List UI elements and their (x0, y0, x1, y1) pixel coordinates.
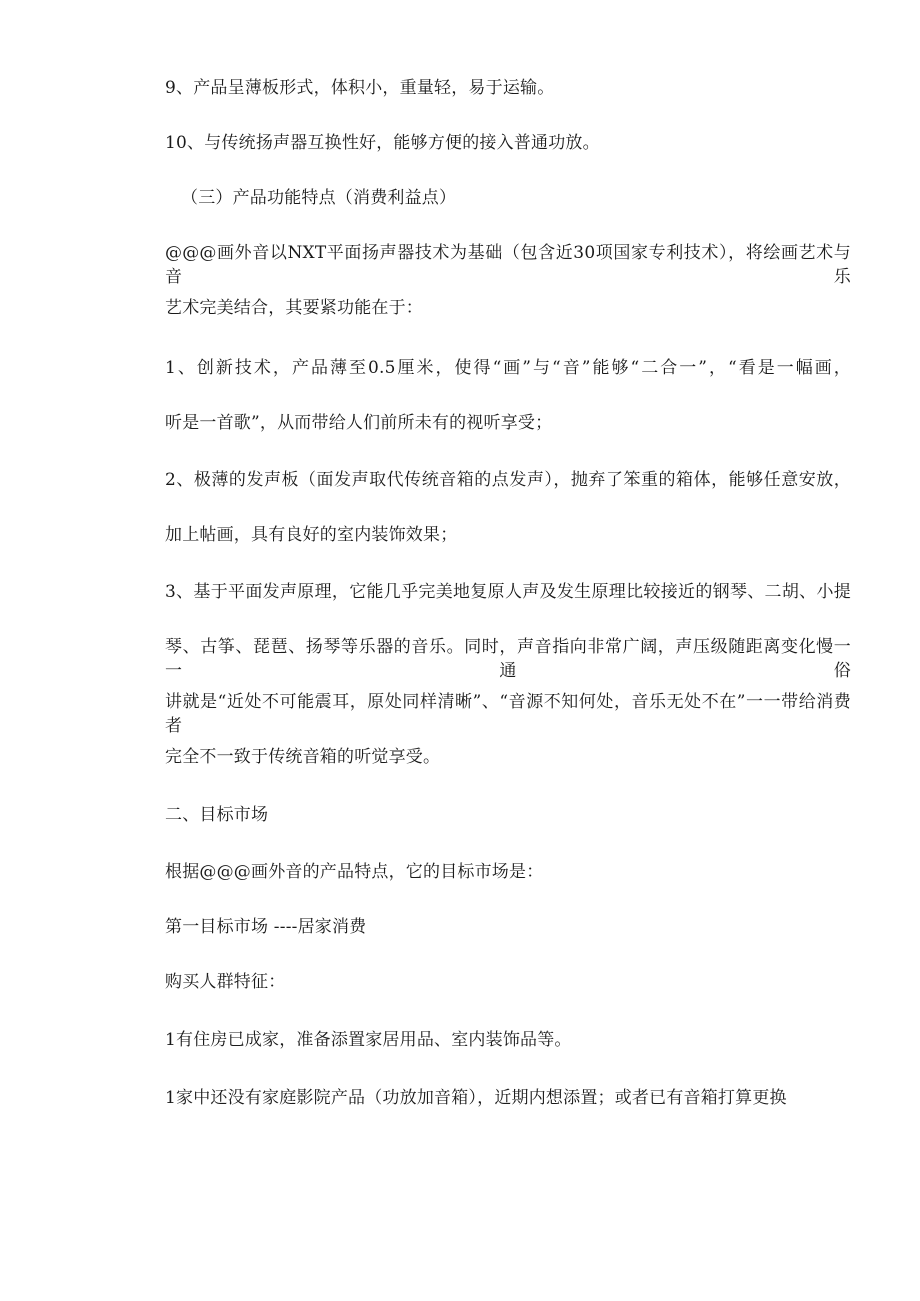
paragraph-intro-line-1: @@@画外音以NXT平面扬声器技术为基础（包含近30项国家专利技术），将绘画艺术与音乐 (165, 243, 851, 287)
feature-3-line-1: 3、基于平面发声原理，它能几乎完美地复原人声及发生原理比较接近的钢琴、二胡、小提 (165, 582, 851, 602)
feature-1-line-1: 1、创新技术，产品薄至0.5厘米，使得“画”与“音”能够“二合一”，“看是一幅画， (165, 358, 851, 378)
feature-2-line-1: 2、极薄的发声板（面发声取代传统音箱的点发声），抛弃了笨重的箱体，能够任意安放， (165, 470, 851, 490)
list-item-9: 9、产品呈薄板形式，体积小，重量轻，易于运输。 (165, 78, 555, 98)
buyer-characteristics-heading: 购买人群特征： (165, 972, 286, 992)
list-item-10: 10、与传统扬声器互换性好，能够方便的接入普通功放。 (165, 133, 600, 153)
section-heading-product-features: （三）产品功能特点（消费利益点） (181, 188, 457, 208)
feature-3-line-3: 讲就是“近处不可能震耳，原处同样清晰”、“音源不知何处，音乐无处不在”一一带给消费者 (165, 692, 851, 736)
buyer-characteristic-2: 1家中还没有家庭影院产品（功放加音箱），近期内想添置；或者已有音箱打算更换 (165, 1088, 787, 1108)
primary-target-market: 第一目标市场 ----居家消费 (165, 917, 367, 937)
feature-2-line-2: 加上帖画，具有良好的室内装饰效果； (165, 525, 458, 545)
paragraph-intro-line-2: 艺术完美结合，其要紧功能在于： (165, 298, 423, 318)
feature-3-line-2: 琴、古筝、琵琶、扬琴等乐器的音乐。同时，声音指向非常广阔，声压级随距离变化慢一一通俗 (165, 637, 851, 681)
feature-1-line-2: 听是一首歌”，从而带给人们前所未有的视听享受； (165, 413, 553, 433)
section-heading-target-market: 二、目标市场 (165, 805, 269, 825)
target-market-intro: 根据@@@画外音的产品特点，它的目标市场是： (165, 862, 544, 882)
feature-3-line-4: 完全不一致于传统音箱的听觉享受。 (165, 747, 441, 767)
buyer-characteristic-1: 1有住房已成家，准备添置家居用品、室内装饰品等。 (165, 1030, 572, 1050)
